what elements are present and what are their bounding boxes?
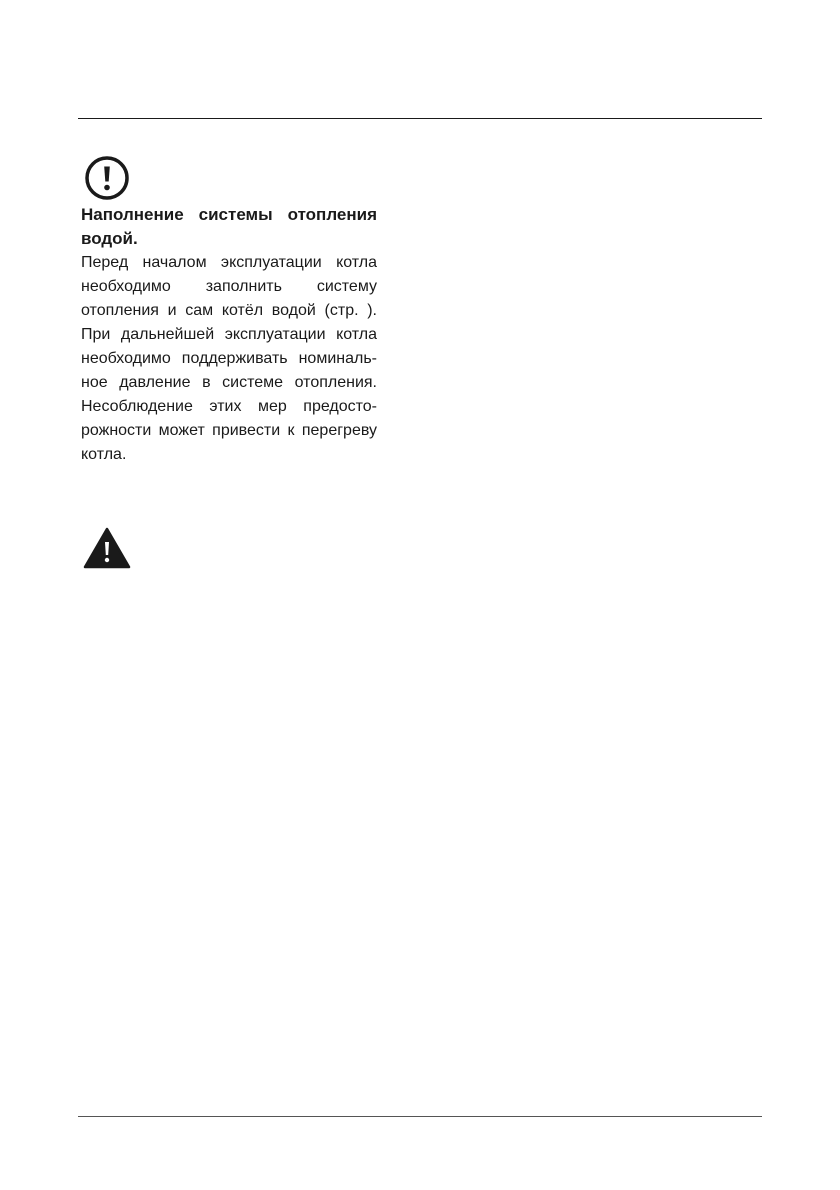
note-body-line: ное давление в системе отопления.	[81, 374, 377, 391]
note-body-line: рожности может привести к перегреву	[81, 422, 377, 439]
footer-rule	[78, 1116, 762, 1117]
note-title-line: водой.	[81, 229, 138, 248]
note-body-line: необходимо поддерживать номиналь-	[81, 350, 377, 367]
note-body-line: Перед началом эксплуатации котла	[81, 254, 377, 271]
note-body	[81, 251, 377, 467]
note-body-line: необходимо заполнить систему	[81, 278, 377, 295]
warning-triangle-icon	[83, 527, 131, 569]
exclamation-circle-icon	[84, 155, 130, 201]
note-body-line: отопления и сам котёл водой (стр. ).	[81, 302, 377, 319]
note-body-line: Несоблюдение этих мер предосто-	[81, 398, 377, 415]
header-rule	[78, 118, 762, 119]
note-block	[81, 203, 377, 467]
note-body-line: котла.	[81, 446, 127, 463]
note-title-line: Наполнение системы отопления	[81, 205, 377, 224]
note-body-line: При дальнейшей эксплуатации котла	[81, 326, 377, 343]
note-title	[81, 203, 377, 251]
